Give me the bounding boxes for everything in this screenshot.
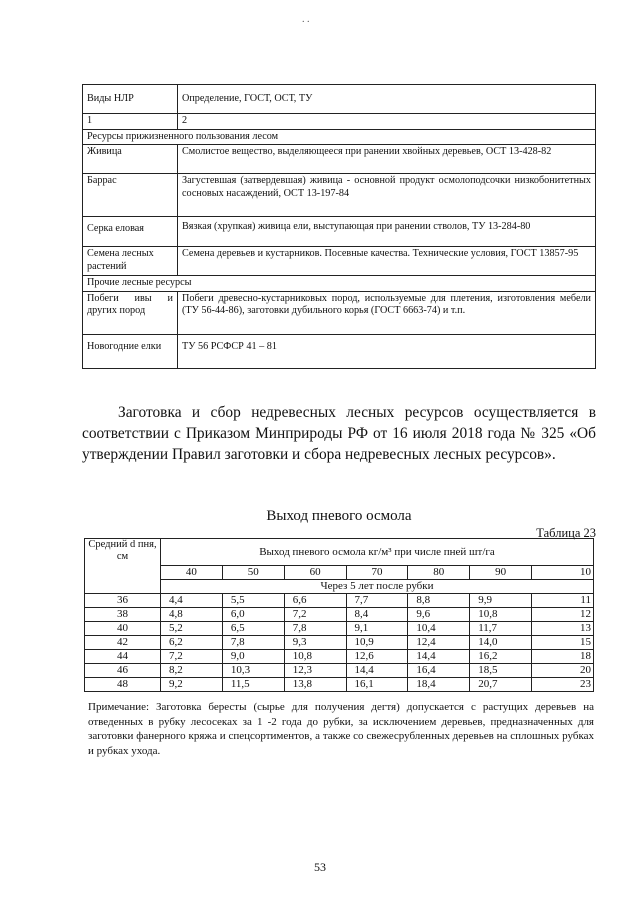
top-mark: . .	[302, 14, 310, 25]
subheader-after-cutting: Через 5 лет после рубки	[161, 580, 594, 594]
resource-name: Новогодние елки	[83, 334, 178, 368]
header-col2: Определение, ГОСТ, ОСТ, ТУ	[178, 85, 596, 114]
yield-cell: 7,7	[346, 594, 408, 608]
yield-cell: 16,2	[470, 650, 532, 664]
count-header: 50	[222, 566, 284, 580]
yield-cell: 18,4	[408, 678, 470, 692]
count-header: 40	[161, 566, 223, 580]
yield-cell: 7,2	[284, 608, 346, 622]
yield-cell: 8,4	[346, 608, 408, 622]
table-row	[85, 636, 594, 650]
resource-def: Загустевшая (затвердевшая) живица - основной продукт осмолоподсочки низкобонитетных сосновых насаждений, ОСТ 13-197-84	[178, 174, 596, 217]
yield-cell: 7,8	[284, 622, 346, 636]
resource-def: Смолистое вещество, выделяющееся при ранении хвойных деревьев, ОСТ 13-428-82	[178, 145, 596, 174]
table-title: Выход пневого осмола	[266, 508, 412, 524]
nlr-definitions-table	[82, 84, 596, 369]
yield-cell: 9,1	[346, 622, 408, 636]
resource-def: Вязкая (хрупкая) живица ели, выступающая при ранении стволов, ТУ 13-284-80	[178, 217, 596, 247]
colnum-2: 2	[178, 114, 596, 130]
yield-cell: 5,5	[222, 594, 284, 608]
yield-cell: 4,8	[161, 608, 223, 622]
table-note: Примечание: Заготовка бересты (сырье для получения дегтя) допускается с растущих деревьев на отведенных в рубку лесосеках за 1 -2 года до рубки, за исключением деревьев, предназначенных для заготовки фанерного кряжа и спецсортиментов, а также со свежесрубленных деревьев на сплошных рубках и рубках ухода.	[88, 701, 594, 757]
yield-cell: 9,9	[470, 594, 532, 608]
yield-cell: 11	[532, 594, 594, 608]
table-number: Таблица 23	[536, 526, 596, 540]
yield-cell: 14,0	[470, 636, 532, 650]
yield-cell: 15	[532, 636, 594, 650]
resource-def: ТУ 56 РСФСР 41 – 81	[178, 334, 596, 368]
yield-cell: 20,7	[470, 678, 532, 692]
resource-def: Побеги древесно-кустарниковых пород, используемые для плетения, изготовления мебели (ТУ 56-44-86), заготовки дубильного корья (ГОСТ 6663-74) и т.п.	[178, 291, 596, 334]
count-header: 60	[284, 566, 346, 580]
resource-name: Серка еловая	[83, 217, 178, 247]
resource-name: Семена лесных растений	[83, 247, 178, 276]
row-diameter: 42	[85, 636, 161, 650]
page-number: 53	[314, 860, 326, 874]
col-header-yield: Выход пневого осмола кг/м³ при числе пней шт/га	[161, 539, 594, 566]
yield-cell: 7,8	[222, 636, 284, 650]
yield-cell: 10,3	[222, 664, 284, 678]
header-col1: Виды НЛР	[83, 85, 178, 114]
table-row	[85, 650, 594, 664]
row-diameter: 44	[85, 650, 161, 664]
section-lifetime-use: Ресурсы прижизненного пользования лесом	[83, 129, 596, 145]
yield-cell: 12,6	[346, 650, 408, 664]
table-row	[85, 594, 594, 608]
yield-cell: 11,7	[470, 622, 532, 636]
section-other-resources: Прочие лесные ресурсы	[83, 276, 596, 292]
count-header: 90	[470, 566, 532, 580]
col-header-diameter: Средний d пня, см	[85, 539, 161, 594]
yield-cell: 12	[532, 608, 594, 622]
yield-cell: 12,3	[284, 664, 346, 678]
table-row	[85, 622, 594, 636]
yield-cell: 9,3	[284, 636, 346, 650]
yield-cell: 9,2	[161, 678, 223, 692]
count-header: 80	[408, 566, 470, 580]
body-paragraph: Заготовка и сбор недревесных лесных ресурсов осуществляется в соответствии с Приказом Минприроды РФ от 16 июля 2018 года № 325 «Об утверждении Правил заготовки и сбора недревесных лесных ресурсов».	[82, 404, 596, 463]
yield-cell: 5,2	[161, 622, 223, 636]
count-header: 70	[346, 566, 408, 580]
yield-cell: 14,4	[346, 664, 408, 678]
yield-cell: 6,0	[222, 608, 284, 622]
yield-cell: 12,4	[408, 636, 470, 650]
resource-def: Семена деревьев и кустарников. Посевные качества. Технические условия, ГОСТ 13857-95	[178, 247, 596, 276]
yield-cell: 8,2	[161, 664, 223, 678]
yield-cell: 4,4	[161, 594, 223, 608]
row-diameter: 36	[85, 594, 161, 608]
yield-cell: 23	[532, 678, 594, 692]
yield-cell: 6,5	[222, 622, 284, 636]
row-diameter: 48	[85, 678, 161, 692]
yield-cell: 20	[532, 664, 594, 678]
yield-cell: 18,5	[470, 664, 532, 678]
yield-cell: 10,4	[408, 622, 470, 636]
yield-cell: 10,9	[346, 636, 408, 650]
table-row	[85, 608, 594, 622]
resource-name: Живица	[83, 145, 178, 174]
table-row	[85, 664, 594, 678]
row-diameter: 46	[85, 664, 161, 678]
yield-cell: 18	[532, 650, 594, 664]
yield-cell: 11,5	[222, 678, 284, 692]
yield-cell: 8,8	[408, 594, 470, 608]
yield-cell: 14,4	[408, 650, 470, 664]
yield-cell: 13,8	[284, 678, 346, 692]
yield-cell: 16,1	[346, 678, 408, 692]
count-header: 10	[532, 566, 594, 580]
resource-name: Побеги ивы и других пород	[83, 291, 178, 334]
table-row	[85, 678, 594, 692]
yield-cell: 9,6	[408, 608, 470, 622]
resin-yield-table	[84, 538, 594, 692]
yield-cell: 16,4	[408, 664, 470, 678]
yield-cell: 6,2	[161, 636, 223, 650]
yield-cell: 6,6	[284, 594, 346, 608]
resource-name: Баррас	[83, 174, 178, 217]
yield-cell: 9,0	[222, 650, 284, 664]
yield-cell: 7,2	[161, 650, 223, 664]
yield-cell: 10,8	[284, 650, 346, 664]
row-diameter: 40	[85, 622, 161, 636]
row-diameter: 38	[85, 608, 161, 622]
yield-cell: 13	[532, 622, 594, 636]
colnum-1: 1	[83, 114, 178, 130]
yield-cell: 10,8	[470, 608, 532, 622]
